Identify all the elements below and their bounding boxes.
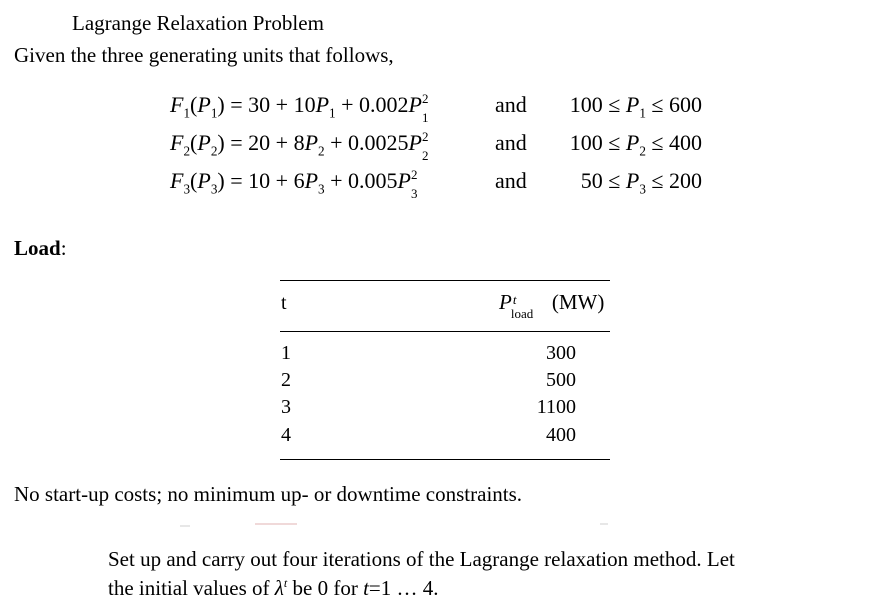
page-title: Lagrange Relaxation Problem [72, 11, 324, 35]
task-line-1: Set up and carry out four iterations of the Lagrange relaxation method. Let [108, 547, 735, 571]
cost-function-index: 3 [183, 181, 191, 197]
quadratic-coefficient: 0.005 [348, 168, 398, 193]
constraints-note: No start-up costs; no minimum up- or downtime constraints. [14, 482, 523, 506]
scan-smudge [600, 523, 608, 525]
power-symbol: P [197, 168, 211, 193]
quadratic-var: P [408, 92, 422, 117]
quadratic-exponent: 2 [411, 167, 418, 182]
quadratic-var-index: 1 [422, 110, 429, 125]
header-p-sub: load [510, 306, 534, 321]
power-symbol: P [197, 130, 211, 155]
table-top-rule [280, 280, 610, 281]
linear-var-index: 1 [329, 105, 336, 121]
max-limit: 200 [669, 168, 702, 193]
task-text-a: the initial values of [108, 576, 275, 600]
linear-var: P [304, 130, 319, 155]
quadratic-coefficient: 0.002 [359, 92, 409, 117]
header-p-symbol: P [499, 290, 512, 314]
cost-equation: $F_1(P_1) = 30 + 10P_1 + 0.002P$ 2 1 [170, 91, 429, 125]
power-index: 2 [210, 143, 218, 159]
table-header-rule [280, 331, 610, 332]
table-cell-load: 300 [546, 342, 576, 364]
quadratic-var-index: 3 [411, 186, 418, 201]
cost-equation: $F_2(P_2) = 20 + 8P_2 + 0.0025P$ 2 2 [170, 129, 429, 163]
table-cell-load: 500 [546, 369, 576, 391]
and-word: and [495, 92, 527, 117]
limit-var: P [625, 130, 640, 155]
task-line-2 [108, 576, 439, 601]
table-bottom-rule [280, 459, 610, 460]
linear-coefficient: 10 [293, 92, 316, 117]
unit-limits: $50 \le P_3 \le 200$ [580, 168, 702, 197]
min-limit: 100 [569, 130, 603, 155]
quadratic-var: P [408, 130, 422, 155]
quadratic-var-index: 2 [422, 148, 429, 163]
power-index: 1 [210, 105, 218, 121]
header-unit: (MW) [551, 290, 605, 314]
max-limit: 400 [669, 130, 702, 155]
lambda-symbol: λ [274, 576, 284, 600]
linear-var: P [315, 92, 330, 117]
table-header-t: t [281, 292, 287, 314]
header-p-sup: t [512, 292, 517, 307]
unit-limits: $100 \le P_1 \le 600$ [569, 92, 702, 121]
power-symbol: P [197, 92, 211, 117]
linear-coefficient: 8 [293, 130, 305, 155]
lambda-sup: t [283, 576, 288, 590]
linear-var: P [304, 168, 319, 193]
linear-var-index: 3 [318, 181, 325, 197]
power-index: 3 [210, 181, 218, 197]
table-cell-t: 1 [281, 342, 291, 364]
limit-var: P [625, 92, 640, 117]
min-limit: 50 [580, 168, 603, 193]
min-limit: 100 [569, 92, 603, 117]
max-limit: 600 [669, 92, 702, 117]
and-word: and [495, 130, 527, 155]
cost-function-index: 2 [183, 143, 191, 159]
cost-function-symbol: F [170, 130, 184, 155]
cost-equation: $F_3(P_3) = 10 + 6P_3 + 0.005P$ 2 3 [170, 167, 418, 201]
quadratic-coefficient: 0.0025 [348, 130, 409, 155]
constant-term: 10 [248, 168, 271, 193]
load-colon: : [60, 236, 67, 260]
linear-var-index: 2 [318, 143, 325, 159]
limit-var: P [625, 168, 640, 193]
task-t-var: t [363, 576, 369, 600]
limit-var-index: 1 [639, 105, 646, 121]
unit-limits: $100 \le P_2 \le 400$ [569, 130, 702, 159]
cost-function-index: 1 [183, 105, 191, 121]
scan-smudge [180, 525, 190, 527]
load-label: Load [14, 236, 61, 260]
constant-term: 30 [248, 92, 271, 117]
task-range: =1 … 4. [368, 576, 439, 600]
quadratic-exponent: 2 [422, 129, 429, 144]
constant-term: 20 [248, 130, 271, 155]
load-heading [14, 236, 67, 261]
scan-smudge [255, 523, 297, 525]
intro-text: Given the three generating units that follows, [14, 43, 394, 67]
linear-coefficient: 6 [293, 168, 305, 193]
table-cell-load: 400 [546, 424, 576, 446]
table-cell-t: 4 [281, 424, 291, 446]
cost-function-symbol: F [170, 92, 184, 117]
cost-function-symbol: F [170, 168, 184, 193]
table-cell-load: 1100 [536, 396, 576, 418]
and-word: and [495, 168, 527, 193]
table-cell-t: 2 [281, 369, 291, 391]
table-cell-t: 3 [281, 396, 291, 418]
limit-var-index: 3 [639, 181, 646, 197]
limit-var-index: 2 [639, 143, 646, 159]
quadratic-var: P [397, 168, 411, 193]
table-header-load [499, 290, 605, 321]
task-text-b: be 0 for [287, 576, 364, 600]
quadratic-exponent: 2 [422, 91, 429, 106]
